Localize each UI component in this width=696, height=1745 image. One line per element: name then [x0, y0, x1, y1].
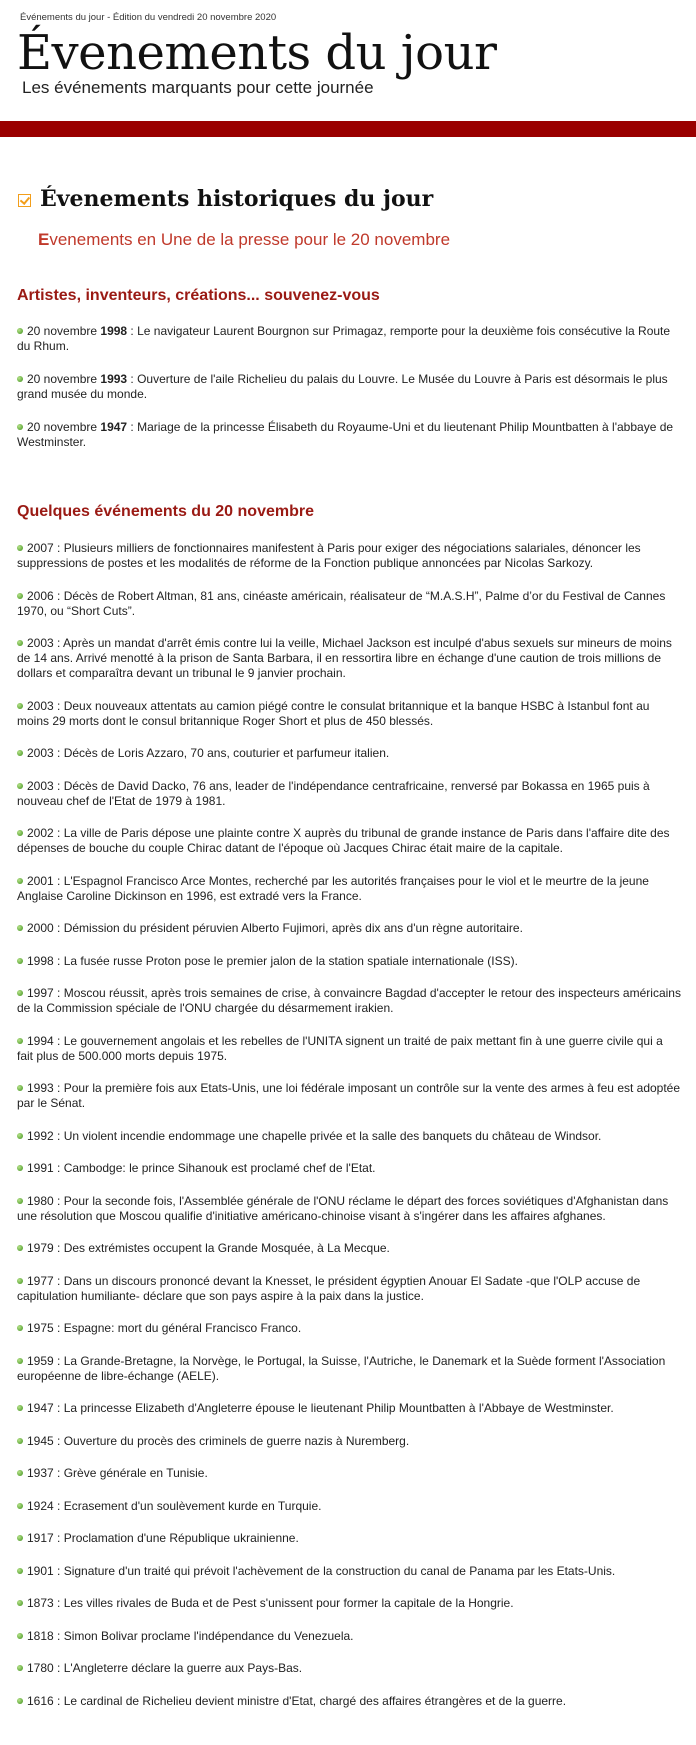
site-subtitle: Les événements marquants pour cette journée: [22, 78, 374, 97]
event-list-item: [17, 1499, 681, 1514]
section-title: [18, 186, 433, 212]
event-text: 2003 : Deux nouveaux attentats au camion piégé contre le consulat britannique et la banque HSBC à Istanbul font au moins 29 morts dont le consul britannique Roger Short et plus de 450 blessés.: [17, 698, 650, 728]
event-text: 1993 : Pour la première fois aux Etats-Unis, une loi fédérale imposant un contrôle sur la vente des armes à feu est adoptée par le Sénat.: [17, 1081, 681, 1110]
press-link-initial: E: [38, 230, 50, 249]
bullet-icon: [17, 1535, 23, 1541]
artists-heading: Artistes, inventeurs, créations... souvenez-vous: [17, 287, 380, 304]
event-text: 1937 : Grève générale en Tunisie.: [27, 1466, 208, 1480]
event-list-item: [17, 1081, 681, 1111]
bullet-icon: [17, 1165, 23, 1171]
event-list-item: [17, 1596, 681, 1611]
event-text: 1947 : La princesse Elizabeth d'Angleterre épouse le lieutenant Philip Mountbatten à l'Abbaye de Westminster.: [27, 1401, 614, 1415]
event-text: 1901 : Signature d'un traité qui prévoit l'achèvement de la construction du canal de Panama par les Etats-Unis.: [27, 1563, 616, 1578]
edition-line: Événements du jour - Édition du vendredi 20 novembre 2020: [20, 12, 277, 23]
event-text: 1945 : Ouverture du procès des criminels de guerre nazis à Nuremberg.: [27, 1433, 410, 1448]
bullet-icon: [17, 376, 23, 382]
event-text: 1616 : Le cardinal de Richelieu devient ministre d'Etat, chargé des affaires étrangères et de la guerre.: [27, 1693, 567, 1708]
bullet-icon: [17, 1245, 23, 1251]
bullet-icon: [17, 830, 23, 836]
event-text: 1924 : Ecrasement d'un soulèvement kurde en Turquie.: [27, 1498, 322, 1513]
bullet-icon: [17, 925, 23, 931]
bullet-icon: [17, 424, 23, 430]
check-square-icon: [18, 194, 31, 207]
event-list-item: [17, 1274, 681, 1304]
events-heading: Quelques événements du 20 novembre: [17, 503, 314, 520]
bullet-icon: [17, 1600, 23, 1606]
bullet-icon: [17, 640, 23, 646]
header-band: [0, 121, 696, 137]
artists-list: [17, 324, 681, 468]
event-list-item: [17, 1434, 681, 1449]
bullet-icon: [17, 703, 23, 709]
artist-list-item: [17, 372, 681, 402]
event-list-item: [17, 1661, 681, 1676]
event-text: 1994 : Le gouvernement angolais et les rebelles de l'UNITA signent un traité de paix mettant fin à une guerre civile qui a fait plus de 500.000 morts depuis 1975.: [17, 1033, 663, 1063]
event-text: 1979 : Des extrémistes occupent la Grande Mosquée, à La Mecque.: [27, 1241, 390, 1255]
event-text: 1980 : Pour la seconde fois, l'Assemblée générale de l'ONU réclame le départ des forces soviétiques d'Afghanistan dans une résolution que Moscou qualifie d'initiative américano-chinoise visant à s'ingérer dans les affaires afghanes.: [17, 1193, 669, 1223]
event-list-item: [17, 1129, 681, 1144]
event-text: 1991 : Cambodge: le prince Sihanouk est proclamé chef de l'Etat.: [27, 1161, 376, 1175]
bullet-icon: [17, 1470, 23, 1476]
event-text: 2003 : Décès de David Dacko, 76 ans, leader de l'indépendance centrafricaine, renversé par Bokassa en 1965 puis à nouveau chef de l'Etat de 1979 à 1981.: [17, 778, 650, 808]
artist-list-item: [17, 324, 681, 354]
event-list-item: [17, 699, 681, 729]
bullet-icon: [17, 328, 23, 334]
event-list-item: [17, 921, 681, 936]
bullet-icon: [17, 1133, 23, 1139]
site-title[interactable]: Évenements du jour: [17, 25, 497, 81]
bullet-icon: [17, 1085, 23, 1091]
event-list-item: [17, 1401, 681, 1416]
item-year: 1947: [100, 420, 128, 434]
event-list-item: [17, 1241, 681, 1256]
event-text: 2001 : L'Espagnol Francisco Arce Montes, recherché par les autorités françaises pour le viol et le meurtre de la jeune Anglaise Caroline Dickinson en 1996, est extradé vers la France.: [17, 873, 649, 903]
event-text: 1818 : Simon Bolivar proclame l'indépendance du Venezuela.: [27, 1628, 354, 1643]
item-date: 20 novembre: [27, 372, 101, 386]
bullet-icon: [17, 990, 23, 996]
bullet-icon: [17, 958, 23, 964]
event-list-item: [17, 636, 681, 681]
events-list: [17, 541, 681, 1726]
event-text: 1780 : L'Angleterre déclare la guerre aux Pays-Bas.: [27, 1661, 303, 1675]
event-list-item: [17, 746, 681, 761]
section-title-text: Évenements historiques du jour: [40, 186, 434, 212]
event-text: 1975 : Espagne: mort du général Francisco Franco.: [27, 1321, 302, 1335]
bullet-icon: [17, 1568, 23, 1574]
event-list-item: [17, 541, 681, 571]
event-list-item: [17, 1194, 681, 1224]
event-text: 2000 : Démission du président péruvien Alberto Fujimori, après dix ans d'un règne autoritaire.: [27, 921, 523, 935]
bullet-icon: [17, 1665, 23, 1671]
artist-list-item: [17, 420, 681, 450]
event-text: 1977 : Dans un discours prononcé devant la Knesset, le président égyptien Anouar El Sadate -que l'OLP accuse de capitulation humiliante- déclare que son pays aspire à la paix dans la justice.: [17, 1273, 641, 1303]
event-list-item: [17, 1034, 681, 1064]
event-list-item: [17, 986, 681, 1016]
event-text: 2002 : La ville de Paris dépose une plainte contre X auprès du tribunal de grande instance de Paris dans l'affaire dite des dépenses de bouche du couple Chirac datant de l'époque où Jacques Chirac était maire de la capitale.: [17, 826, 670, 855]
bullet-icon: [17, 878, 23, 884]
bullet-icon: [17, 783, 23, 789]
bullet-icon: [17, 1698, 23, 1704]
bullet-icon: [17, 1503, 23, 1509]
event-text: 1917 : Proclamation d'une République ukrainienne.: [27, 1531, 299, 1545]
event-list-item: [17, 1321, 681, 1336]
bullet-icon: [17, 1438, 23, 1444]
item-text: : Le navigateur Laurent Bourgnon sur Primagaz, remporte pour la deuxième fois consécutive la Route du Rhum.: [17, 324, 671, 353]
event-list-item: [17, 779, 681, 809]
event-text: 2003 : Décès de Loris Azzaro, 70 ans, couturier et parfumeur italien.: [27, 746, 390, 760]
event-list-item: [17, 589, 681, 619]
event-text: 1959 : La Grande-Bretagne, la Norvège, le Portugal, la Suisse, l'Autriche, le Danemark et la Suède forment l'Association européenne de libre-échange (AELE).: [17, 1353, 666, 1383]
bullet-icon: [17, 1278, 23, 1284]
press-link-text: venements en Une de la presse pour le 20 novembre: [49, 230, 451, 249]
event-text: 1873 : Les villes rivales de Buda et de Pest s'unissent pour former la capitale de la Hongrie.: [27, 1596, 514, 1610]
event-list-item: [17, 1694, 681, 1709]
event-list-item: [17, 826, 681, 856]
event-list-item: [17, 1466, 681, 1481]
event-list-item: [17, 874, 681, 904]
bullet-icon: [17, 593, 23, 599]
item-year: 1998: [100, 324, 128, 338]
event-list-item: [17, 1161, 681, 1176]
bullet-icon: [17, 1358, 23, 1364]
event-list-item: [17, 1629, 681, 1644]
item-text: : Ouverture de l'aile Richelieu du palais du Louvre. Le Musée du Louvre à Paris est désormais le plus grand musée du monde.: [17, 372, 668, 401]
bullet-icon: [17, 1198, 23, 1204]
event-list-item: [17, 954, 681, 969]
item-year: 1993: [100, 372, 128, 386]
event-list-item: [17, 1564, 681, 1579]
event-text: 1992 : Un violent incendie endommage une chapelle privée et la salle des banquets du château de Windsor.: [27, 1128, 602, 1143]
bullet-icon: [17, 750, 23, 756]
press-link[interactable]: [38, 230, 450, 250]
event-text: 1997 : Moscou réussit, après trois semaines de crise, à convaincre Bagdad d'accepter le retour des inspecteurs américains de la Commission spéciale de l'ONU chargée du désarmement irakien.: [17, 986, 681, 1015]
bullet-icon: [17, 1038, 23, 1044]
event-text: 1998 : La fusée russe Proton pose le premier jalon de la station spatiale internationale (ISS).: [27, 953, 518, 968]
event-text: 2006 : Décès de Robert Altman, 81 ans, cinéaste américain, réalisateur de “M.A.S.H”, Palme d’or du Festival de Cannes 1970, ou “Short Cuts”.: [17, 588, 666, 618]
item-text: : Mariage de la princesse Élisabeth du Royaume-Uni et du lieutenant Philip Mountbatten à l'abbaye de Westminster.: [17, 420, 674, 449]
bullet-icon: [17, 545, 23, 551]
event-list-item: [17, 1354, 681, 1384]
bullet-icon: [17, 1325, 23, 1331]
item-date: 20 novembre: [27, 420, 101, 434]
bullet-icon: [17, 1633, 23, 1639]
event-text: 2003 : Après un mandat d'arrêt émis contre lui la veille, Michael Jackson est inculpé d'abus sexuels sur mineurs de moins de 14 ans. Arrivé menotté à la prison de Santa Barbara, il en ressortira libre en échange d'une caution de trois millions de dollars et comparaîtra devant un tribunal le 9 janvier prochain.: [17, 636, 672, 680]
event-text: 2007 : Plusieurs milliers de fonctionnaires manifestent à Paris pour exiger des négociations salariales, dénoncer les suppressions de postes et les modalités de réforme de la Fonction publique annoncées par Nicolas Sarkozy.: [17, 541, 641, 570]
item-date: 20 novembre: [27, 324, 101, 338]
event-list-item: [17, 1531, 681, 1546]
bullet-icon: [17, 1405, 23, 1411]
